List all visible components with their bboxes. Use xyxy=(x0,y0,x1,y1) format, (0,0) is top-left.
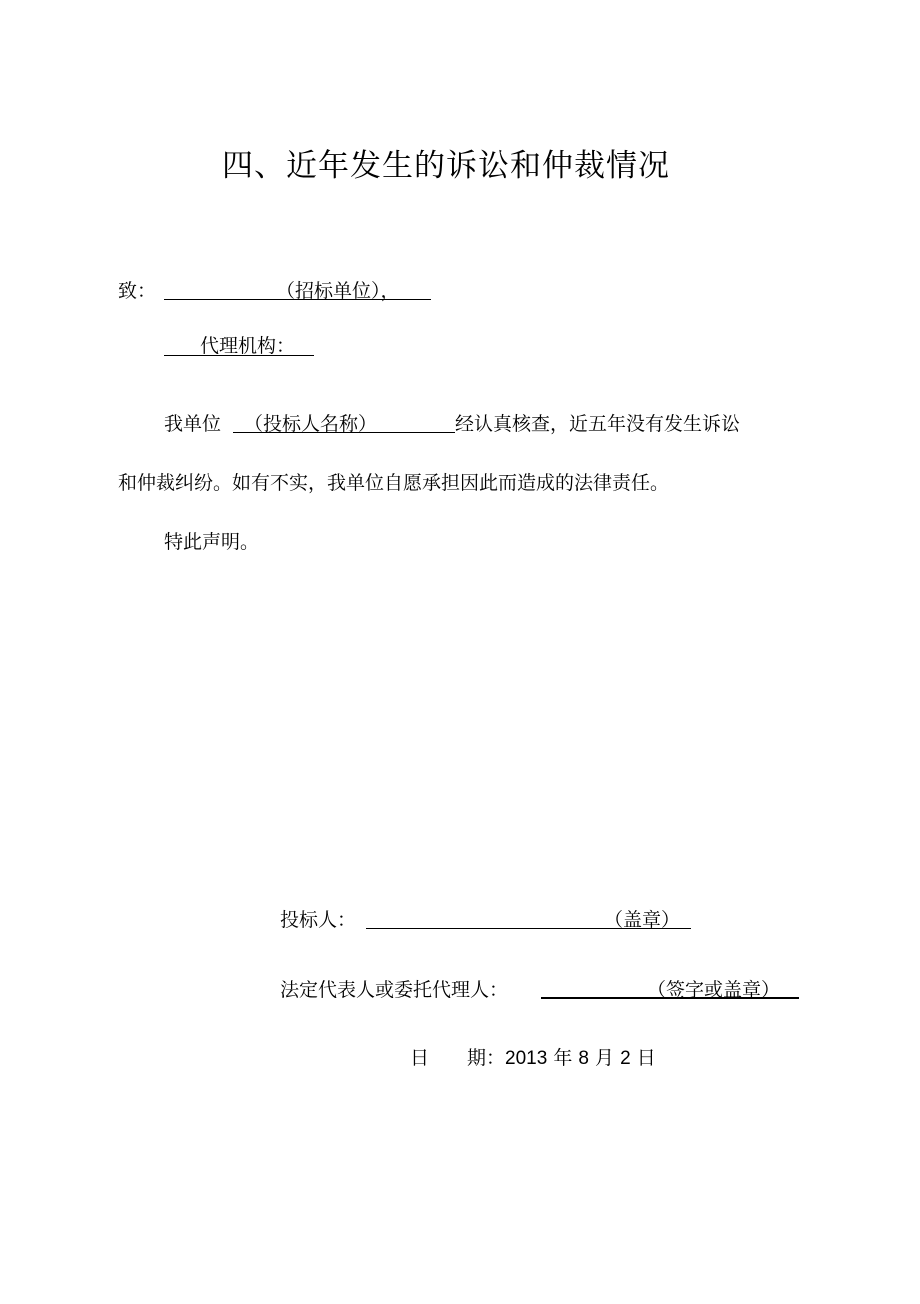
statement-line2: 和仲裁纠纷。如有不实，我单位自愿承担因此而造成的法律责任。 xyxy=(118,472,670,494)
date-day: 2 xyxy=(620,1048,631,1069)
statement-line1-suffix: 经认真核查，近五年没有发生诉讼 xyxy=(455,413,741,435)
date-year: 2013 xyxy=(505,1048,548,1069)
legal-rep-label: 法定代表人或委托代理人： xyxy=(280,979,509,1001)
to-recipient-hint: （招标单位）， xyxy=(276,280,400,302)
date-label: 日 期： xyxy=(410,1047,506,1069)
date-day-unit: 日 xyxy=(636,1047,656,1069)
date-row xyxy=(410,1043,656,1070)
page-title: 四、近年发生的诉讼和仲裁情况 xyxy=(222,148,670,184)
legal-rep-sign-hint: （签字或盖章） xyxy=(647,979,781,1001)
bidder-name-hint: （投标人名称） xyxy=(244,413,378,435)
date-year-unit: 年 xyxy=(553,1047,573,1069)
bidder-label: 投标人： xyxy=(280,909,357,931)
statement-prefix: 我单位 xyxy=(164,413,222,435)
to-label: 致： xyxy=(118,280,157,302)
date-month-unit: 月 xyxy=(595,1047,615,1069)
bidder-seal-hint: （盖章） xyxy=(604,909,681,931)
date-month: 8 xyxy=(578,1048,589,1069)
statement-closing: 特此声明。 xyxy=(164,531,260,553)
agency-label: 代理机构： xyxy=(200,335,296,357)
